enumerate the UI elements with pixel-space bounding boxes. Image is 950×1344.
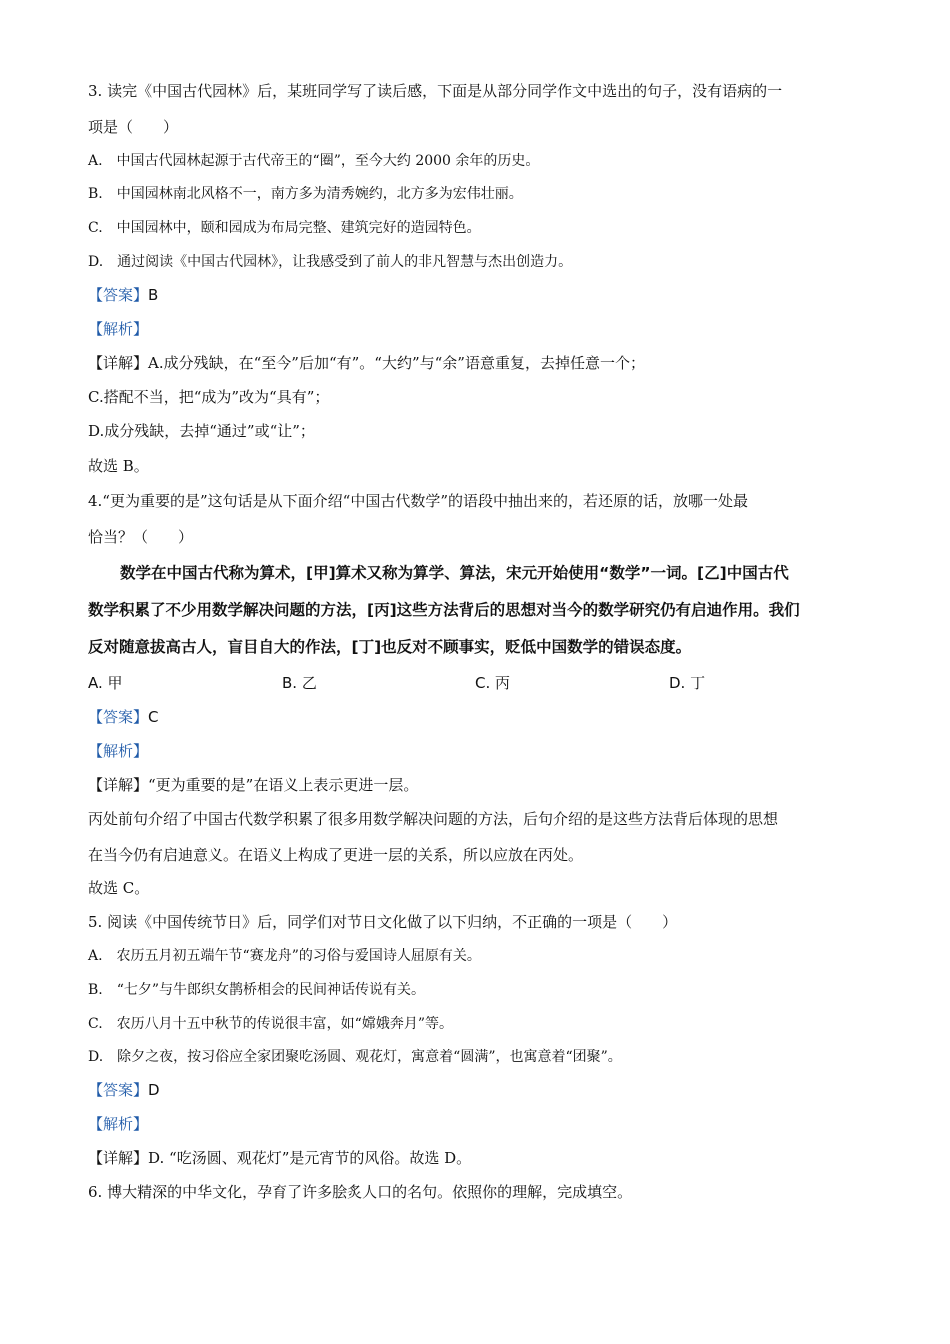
answer-value: C xyxy=(148,708,159,726)
answer-tag: 【答案】 xyxy=(88,708,149,726)
q3-detail-line4: 故选 B。 xyxy=(88,457,149,475)
q3-option-b: B. 中国园林南北风格不一，南方多为清秀婉约，北方多为宏伟壮丽。 xyxy=(88,186,523,202)
q5-option-b: B. “七夕”与牛郎织女鹊桥相会的民间神话传说有关。 xyxy=(88,982,426,998)
q4-detail-line4: 故选 C。 xyxy=(88,879,150,897)
q6-stem-line1: 6. 博大精深的中华文化，孕育了许多脍炙人口的名句。依照你的理解，完成填空。 xyxy=(88,1183,633,1201)
q3-detail-line1: 【详解】A.成分残缺，在“至今”后加“有”。“大约”与“余”语意重复，去掉任意一个； xyxy=(88,354,645,372)
q4-detail-line2: 丙处前句介绍了中国古代数学积累了很多用数学解决问题的方法，后句介绍的是这些方法背后体现的思想 xyxy=(88,810,779,828)
q5-option-c: C. 农历八月十五中秋节的传说很丰富，如“嫦娥奔月”等。 xyxy=(88,1016,453,1032)
answer-value: B xyxy=(148,286,159,304)
q4-stem-line2: 恰当？（ ） xyxy=(88,528,194,546)
q5-detail-line1: 【详解】D. “吃汤圆、观花灯”是元宵节的风俗。故选 D。 xyxy=(88,1149,472,1167)
detail-tag: 【详解】 xyxy=(88,776,149,794)
q4-stem-line1: 4.“更为重要的是”这句话是从下面介绍“中国古代数学”的语段中抽出来的，若还原的话，放哪一处最 xyxy=(88,492,748,510)
q3-option-c: C. 中国园林中，颐和园成为布局完整、建筑完好的造园特色。 xyxy=(88,220,481,236)
q3-detail-line2: C.搭配不当，把“成为”改为“具有”； xyxy=(88,388,330,406)
q3-stem-line2: 项是（ ） xyxy=(88,118,179,136)
q5-answer xyxy=(88,1080,160,1100)
q3-option-a: A. 中国古代园林起源于古代帝王的“圈”，至今大约 2000 余年的历史。 xyxy=(88,153,540,169)
detail-tag: 【详解】 xyxy=(88,354,149,372)
q4-option-d: D. 丁 xyxy=(669,674,706,692)
q4-detail-line3: 在当今仍有启迪意义。在语义上构成了更进一层的关系，所以应放在丙处。 xyxy=(88,846,584,864)
q4-passage-line2: 数学积累了不少用数学解决问题的方法，[丙]这些方法背后的思想对当今的数学研究仍有启迪作用。我们 xyxy=(88,601,800,619)
detail-tag: 【详解】 xyxy=(88,1149,149,1167)
q3-answer xyxy=(88,285,158,305)
q4-option-b: B. 乙 xyxy=(282,674,317,692)
answer-value: D xyxy=(148,1081,160,1099)
q4-passage-line3: 反对随意拔高古人，盲目自大的作法，[丁]也反对不顾事实，贬低中国数学的错误态度。 xyxy=(88,638,692,656)
q4-option-c: C. 丙 xyxy=(475,674,511,692)
q4-passage-line1: 数学在中国古代称为算术，[甲]算术又称为算学、算法，宋元开始使用“数学”一词。[乙]中国古代 xyxy=(120,564,789,582)
q4-answer xyxy=(88,707,159,727)
q4-analysis-tag: 【解析】 xyxy=(88,742,149,760)
q5-option-a: A. 农历五月初五端午节“赛龙舟”的习俗与爱国诗人屈原有关。 xyxy=(88,948,481,964)
q5-option-d: D. 除夕之夜，按习俗应全家团聚吃汤圆、观花灯，寓意着“圆满”，也寓意着“团聚”。 xyxy=(88,1049,622,1065)
q4-detail-line1: 【详解】“更为重要的是”在语义上表示更进一层。 xyxy=(88,776,419,794)
q5-stem-line1: 5. 阅读《中国传统节日》后，同学们对节日文化做了以下归纳，不正确的一项是（ ） xyxy=(88,913,678,931)
q5-analysis-tag: 【解析】 xyxy=(88,1115,149,1133)
q3-option-d: D. 通过阅读《中国古代园林》，让我感受到了前人的非凡智慧与杰出创造力。 xyxy=(88,254,573,270)
q3-stem-line1: 3. 读完《中国古代园林》后，某班同学写了读后感，下面是从部分同学作文中选出的句子，没有语病的一 xyxy=(88,82,783,100)
q3-analysis-tag: 【解析】 xyxy=(88,320,149,338)
q4-option-a: A. 甲 xyxy=(88,674,123,692)
q3-detail-line3: D.成分残缺，去掉“通过”或“让”； xyxy=(88,422,315,440)
answer-tag: 【答案】 xyxy=(88,286,149,304)
q4-options-row xyxy=(88,673,868,693)
answer-tag: 【答案】 xyxy=(88,1081,149,1099)
